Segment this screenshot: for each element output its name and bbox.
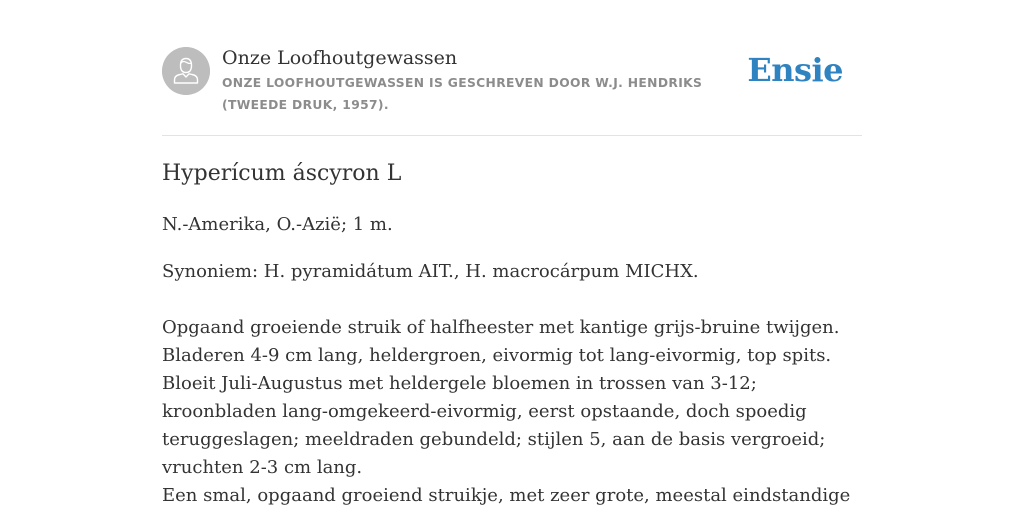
source-title[interactable]: Onze Loofhoutgewassen bbox=[222, 47, 458, 69]
source-subtitle: ONZE LOOFHOUTGEWASSEN IS GESCHREVEN DOOR W.J. HENDRIKS (TWEEDE DRUK, 1957). bbox=[222, 76, 703, 112]
article-title: Hyperícum áscyron L bbox=[162, 161, 402, 186]
synonyms-line: Synoniem: H. pyramidátum AIT., H. macrocárpum MICHX. bbox=[162, 261, 699, 282]
origin-line: N.-Amerika, O.-Azië; 1 m. bbox=[162, 214, 393, 235]
source-header bbox=[162, 0, 862, 136]
page bbox=[162, 0, 862, 506]
ensie-logo[interactable]: Ensie bbox=[747, 51, 843, 89]
description-paragraph: Opgaand groeiende struik of halfheester met kantige grijs-bruine twijgen. Bladeren 4-9 cm lang, heldergroen, eivormig tot lang-eivormig, top spits. Bloeit Juli-Augustus met heldergele bloemen in trossen van 3-12; kroonbladen lang-omgekeerd-eivormig, eerst opstaande, doch spoedig teruggeslagen; meeldraden gebundeld; stijlen 5, aan de basis vergroeid; vruchten 2-3 cm lang. bbox=[162, 317, 840, 478]
person-icon bbox=[162, 47, 210, 95]
description-paragraph: Een smal, opgaand groeiend struikje, met zeer grote, meestal eindstandige bbox=[162, 485, 851, 506]
